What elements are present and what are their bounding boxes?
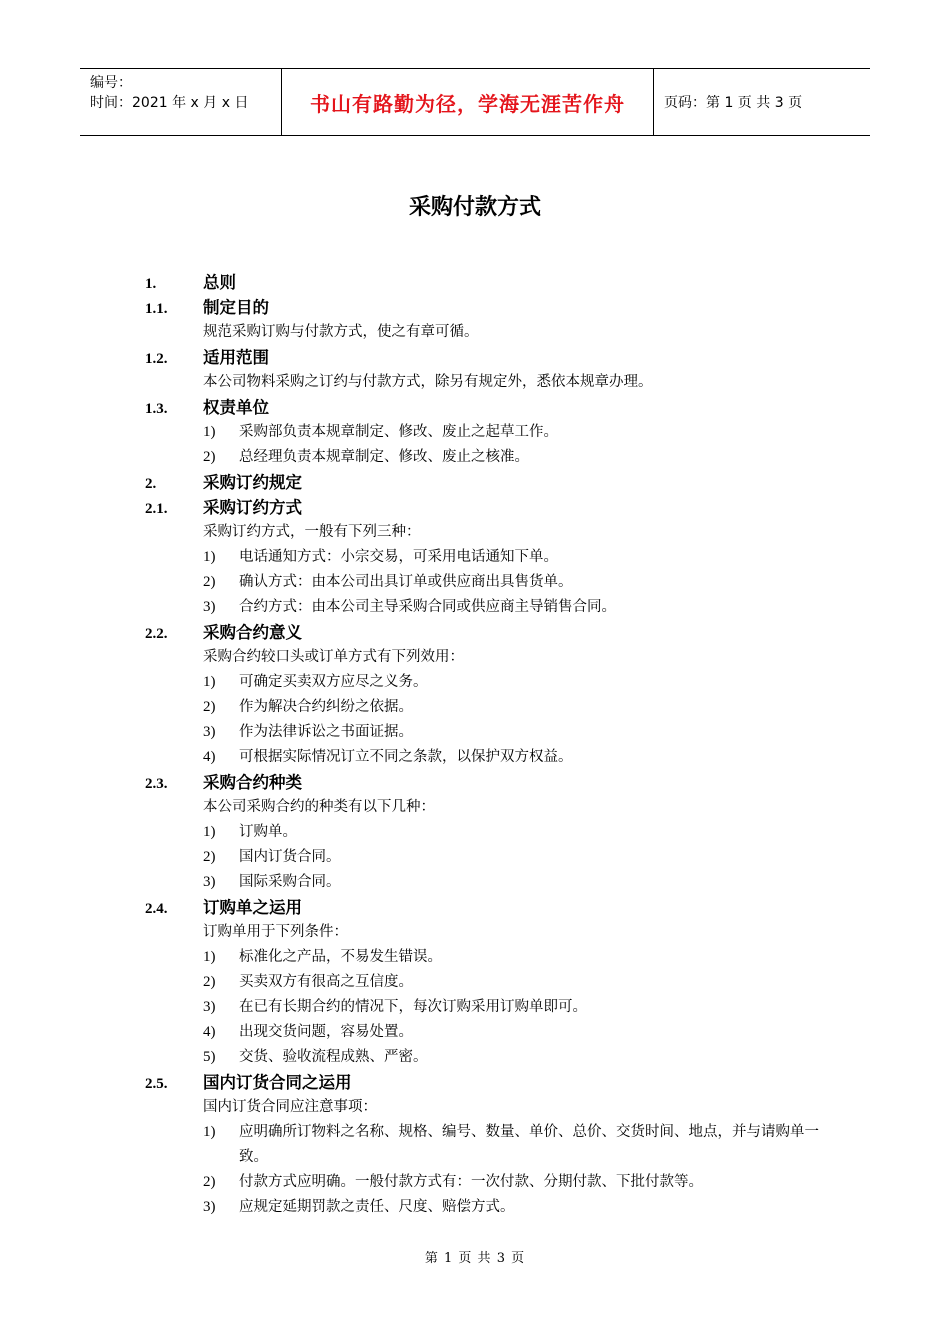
list-item: [145, 1045, 845, 1070]
list-item: [145, 970, 845, 995]
header-page-info: 页码：第 1 页 共 3 页: [664, 95, 803, 111]
list-item-number: 3): [203, 724, 216, 740]
header-meta: [80, 69, 282, 135]
list-item-text: 合约方式：由本公司主导采购合同或供应商主导销售合同。: [239, 599, 616, 615]
list-item-text: 电话通知方式：小宗交易，可采用电话通知下单。: [239, 549, 558, 565]
list-item-number: 2): [203, 974, 216, 990]
list-item-number: 1): [203, 549, 216, 565]
list-item: [145, 1120, 845, 1170]
subsection-title: 采购订约方式: [203, 498, 302, 517]
subsection-number: 2.1.: [145, 501, 168, 517]
list-item: [145, 995, 845, 1020]
list-item-text: 采购部负责本规章制定、修改、废止之起草工作。: [239, 424, 558, 440]
paragraph: 采购合约较口头或订单方式有下列效用：: [203, 649, 464, 665]
list-item-text: 交货、验收流程成熟、严密。: [239, 1049, 428, 1065]
section-heading: [145, 470, 845, 495]
list-item-text: 作为解决合约纠纷之依据。: [239, 699, 413, 715]
subsection-number: 2.2.: [145, 626, 168, 642]
section-heading: [145, 270, 845, 295]
subsection-heading: [145, 1070, 845, 1095]
subsection-heading: [145, 345, 845, 370]
list-item-number: 2): [203, 574, 216, 590]
subsection-number: 2.5.: [145, 1076, 168, 1092]
list-item-number: 3): [203, 1199, 216, 1215]
subsection-title: 制定目的: [203, 298, 269, 317]
paragraph: 本公司物料采购之订约与付款方式，除另有规定外，悉依本规章办理。: [203, 374, 653, 390]
list-item: [145, 545, 845, 570]
subsection-number: 1.2.: [145, 351, 168, 367]
subsection-heading: [145, 295, 845, 320]
list-item: [145, 870, 845, 895]
list-item-text: 国际采购合同。: [239, 874, 341, 890]
list-item-text: 可根据实际情况订立不同之条款，以保护双方权益。: [239, 749, 573, 765]
list-item-number: 1): [203, 949, 216, 965]
list-item-text: 可确定买卖双方应尽之义务。: [239, 674, 428, 690]
subsection-title: 采购合约意义: [203, 623, 302, 642]
paragraph: 订购单用于下列条件：: [203, 924, 348, 940]
subsection-number: 2.3.: [145, 776, 168, 792]
list-item-number: 3): [203, 599, 216, 615]
subsection-title: 采购合约种类: [203, 773, 302, 792]
subsection-title: 权责单位: [203, 398, 269, 417]
list-item-text: 买卖双方有很高之互信度。: [239, 974, 413, 990]
header-time-label: 时间：2021 年 x 月 x 日: [90, 95, 249, 111]
paragraph: 国内订货合同应注意事项：: [203, 1099, 377, 1115]
list-item: [145, 820, 845, 845]
list-item: [145, 720, 845, 745]
section-number: 2.: [145, 476, 157, 492]
list-item-number: 3): [203, 999, 216, 1015]
document-header: [80, 68, 870, 136]
list-item-text: 应明确所订物料之名称、规格、编号、数量、单价、总价、交货时间、地点，并与请购单一致。: [239, 1124, 819, 1165]
subsection-title: 国内订货合同之运用: [203, 1073, 352, 1092]
section-title: 总则: [203, 273, 236, 292]
paragraph: 本公司采购合约的种类有以下几种：: [203, 799, 435, 815]
paragraph: 采购订约方式，一般有下列三种：: [203, 524, 421, 540]
list-item: [145, 445, 845, 470]
subsection-number: 2.4.: [145, 901, 168, 917]
list-item-text: 付款方式应明确。一般付款方式有：一次付款、分期付款、下批付款等。: [239, 1174, 703, 1190]
list-item-number: 3): [203, 874, 216, 890]
list-item-number: 1): [203, 424, 216, 440]
list-item-number: 2): [203, 699, 216, 715]
subsection-heading: [145, 770, 845, 795]
list-item-text: 确认方式：由本公司出具订单或供应商出具售货单。: [239, 574, 573, 590]
list-item: [145, 1195, 845, 1220]
subsection-heading: [145, 895, 845, 920]
document-body: [145, 270, 845, 1220]
subsection-heading: [145, 620, 845, 645]
list-item: [145, 1020, 845, 1045]
list-item-number: 1): [203, 1124, 216, 1140]
subsection-number: 1.3.: [145, 401, 168, 417]
page-footer: 第 1 页 共 3 页: [424, 1251, 526, 1266]
list-item-number: 2): [203, 849, 216, 865]
list-item-text: 国内订货合同。: [239, 849, 341, 865]
list-item-number: 1): [203, 674, 216, 690]
subsection-title: 订购单之运用: [203, 898, 302, 917]
list-item: [145, 570, 845, 595]
list-item-number: 4): [203, 749, 216, 765]
list-item-number: 2): [203, 449, 216, 465]
document-title: 采购付款方式: [408, 195, 541, 220]
list-item: [145, 595, 845, 620]
subsection-title: 适用范围: [203, 348, 269, 367]
list-item-number: 4): [203, 1024, 216, 1040]
list-item-number: 2): [203, 1174, 216, 1190]
list-item-text: 作为法律诉讼之书面证据。: [239, 724, 413, 740]
subsection-heading: [145, 495, 845, 520]
list-item-text: 出现交货问题，容易处置。: [239, 1024, 413, 1040]
list-item: [145, 745, 845, 770]
section-number: 1.: [145, 276, 157, 292]
paragraph: 规范采购订购与付款方式，使之有章可循。: [203, 324, 479, 340]
header-slogan: 书山有路勤为径，学海无涯苦作舟: [282, 69, 654, 135]
list-item-text: 应规定延期罚款之责任、尺度、赔偿方式。: [239, 1199, 515, 1215]
list-item-number: 1): [203, 824, 216, 840]
list-item-text: 在已有长期合约的情况下，每次订购采用订购单即可。: [239, 999, 587, 1015]
list-item: [145, 670, 845, 695]
header-number-label: 编号：: [90, 75, 132, 91]
subsection-number: 1.1.: [145, 301, 168, 317]
list-item-text: 总经理负责本规章制定、修改、废止之核准。: [239, 449, 529, 465]
list-item-text: 订购单。: [239, 824, 297, 840]
list-item: [145, 695, 845, 720]
list-item: [145, 845, 845, 870]
list-item: [145, 420, 845, 445]
list-item-number: 5): [203, 1049, 216, 1065]
list-item-text: 标准化之产品，不易发生错误。: [239, 949, 442, 965]
list-item: [145, 1170, 845, 1195]
list-item: [145, 945, 845, 970]
subsection-heading: [145, 395, 845, 420]
section-title: 采购订约规定: [203, 473, 302, 492]
